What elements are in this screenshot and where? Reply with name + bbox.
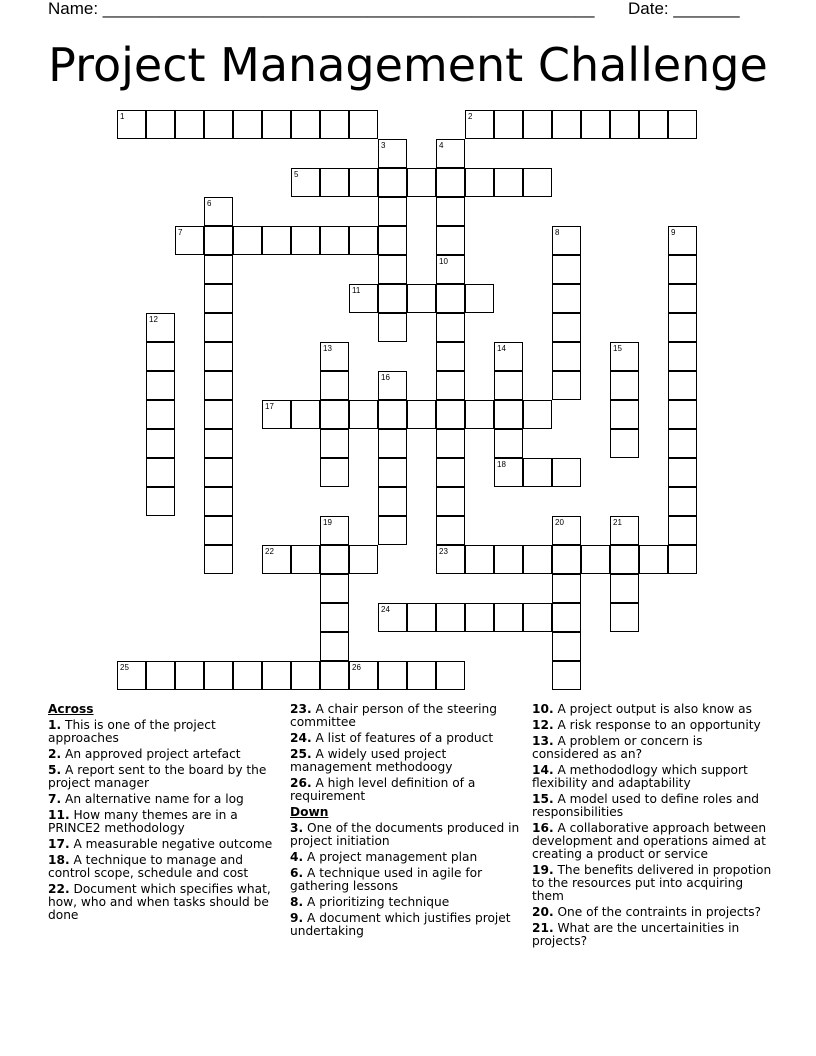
grid-cell[interactable] — [436, 400, 465, 429]
grid-cell[interactable] — [349, 545, 378, 574]
grid-cell[interactable] — [320, 110, 349, 139]
grid-cell[interactable] — [378, 139, 407, 168]
grid-cell[interactable] — [204, 284, 233, 313]
grid-cell[interactable] — [668, 255, 697, 284]
grid-cell[interactable] — [523, 458, 552, 487]
grid-cell[interactable] — [407, 400, 436, 429]
grid-cell[interactable] — [523, 603, 552, 632]
grid-cell[interactable] — [378, 168, 407, 197]
grid-cell[interactable] — [146, 429, 175, 458]
grid-cell[interactable] — [146, 400, 175, 429]
clue-number: 19 — [323, 518, 332, 527]
grid-cell[interactable] — [552, 516, 581, 545]
grid-cell[interactable] — [291, 545, 320, 574]
date-field[interactable]: Date: _______ — [628, 0, 740, 18]
grid-cell[interactable] — [610, 371, 639, 400]
grid-cell[interactable] — [668, 429, 697, 458]
grid-cell[interactable] — [378, 313, 407, 342]
grid-cell[interactable] — [175, 226, 204, 255]
grid-cell[interactable] — [494, 168, 523, 197]
grid-cell[interactable] — [146, 313, 175, 342]
clue-number: 5 — [294, 170, 299, 179]
clue-number: 8 — [555, 228, 560, 237]
clue-number: 3 — [381, 141, 386, 150]
grid-cell[interactable] — [378, 603, 407, 632]
grid-cell[interactable] — [494, 429, 523, 458]
grid-cell[interactable] — [610, 400, 639, 429]
clue-number: 26 — [352, 663, 361, 672]
grid-cell[interactable] — [668, 400, 697, 429]
grid-cell[interactable] — [262, 545, 291, 574]
clue-number: 11 — [352, 286, 361, 295]
grid-cell[interactable] — [465, 400, 494, 429]
clue-number: 12 — [149, 315, 158, 324]
grid-cell[interactable] — [610, 574, 639, 603]
grid-cell[interactable] — [291, 168, 320, 197]
grid-cell[interactable] — [494, 110, 523, 139]
grid-cell[interactable] — [436, 487, 465, 516]
clue-down-21: 21. What are the uncertainities in projects? — [532, 921, 740, 948]
grid-cell[interactable] — [146, 661, 175, 690]
grid-cell[interactable] — [552, 284, 581, 313]
grid-cell[interactable] — [378, 284, 407, 313]
grid-cell[interactable] — [552, 371, 581, 400]
grid-cell[interactable] — [175, 661, 204, 690]
clue-across-1: 1. This is one of the project approaches — [48, 718, 216, 745]
page-title: Project Management Challenge — [48, 38, 768, 92]
grid-cell[interactable] — [668, 110, 697, 139]
grid-cell[interactable] — [436, 371, 465, 400]
clue-down-14: 14. A methododlogy which support flexibility and adaptability — [532, 763, 748, 790]
clue-column-3 — [532, 700, 772, 948]
clue-number: 2 — [468, 112, 473, 121]
grid-cell[interactable] — [407, 168, 436, 197]
grid-cell[interactable] — [204, 429, 233, 458]
clue-number: 21 — [613, 518, 622, 527]
grid-cell[interactable] — [610, 342, 639, 371]
grid-cell[interactable] — [204, 458, 233, 487]
grid-cell[interactable] — [494, 342, 523, 371]
grid-cell[interactable] — [552, 574, 581, 603]
grid-cell[interactable] — [320, 400, 349, 429]
clue-number: 25 — [120, 663, 129, 672]
grid-cell[interactable] — [552, 226, 581, 255]
grid-cell[interactable] — [494, 545, 523, 574]
clue-down-6: 6. A technique used in agile for gathering lessons — [290, 866, 483, 893]
grid-cell[interactable] — [552, 255, 581, 284]
clue-across-5: 5. A report sent to the board by the project manager — [48, 763, 267, 790]
clue-number: 18 — [497, 460, 506, 469]
clue-number: 6 — [207, 199, 212, 208]
grid-cell[interactable] — [465, 110, 494, 139]
clue-down-13: 13. A problem or concern is considered as an? — [532, 734, 703, 761]
grid-cell[interactable] — [378, 226, 407, 255]
grid-cell[interactable] — [523, 400, 552, 429]
grid-cell[interactable] — [349, 226, 378, 255]
grid-cell[interactable] — [146, 110, 175, 139]
grid-cell[interactable] — [523, 168, 552, 197]
clue-across-25: 25. A widely used project management methodoogy — [290, 747, 453, 774]
grid-cell[interactable] — [320, 226, 349, 255]
grid-cell[interactable] — [639, 545, 668, 574]
grid-cell[interactable] — [610, 603, 639, 632]
clue-column-1 — [48, 700, 280, 922]
grid-cell[interactable] — [668, 545, 697, 574]
clue-number: 13 — [323, 344, 332, 353]
grid-cell[interactable] — [204, 545, 233, 574]
clue-number: 4 — [439, 141, 444, 150]
grid-cell[interactable] — [204, 226, 233, 255]
grid-cell[interactable] — [465, 603, 494, 632]
clue-number: 17 — [265, 402, 274, 411]
grid-cell[interactable] — [204, 400, 233, 429]
grid-cell[interactable] — [407, 661, 436, 690]
grid-cell[interactable] — [494, 400, 523, 429]
grid-cell[interactable] — [407, 603, 436, 632]
grid-cell[interactable] — [320, 371, 349, 400]
clue-down-15: 15. A model used to define roles and responsibilities — [532, 792, 760, 819]
grid-cell[interactable] — [552, 632, 581, 661]
grid-cell[interactable] — [320, 661, 349, 690]
grid-cell[interactable] — [320, 574, 349, 603]
clue-number: 7 — [178, 228, 183, 237]
grid-cell[interactable] — [146, 487, 175, 516]
grid-cell[interactable] — [436, 168, 465, 197]
grid-cell[interactable] — [668, 226, 697, 255]
grid-cell[interactable] — [233, 226, 262, 255]
grid-cell[interactable] — [320, 342, 349, 371]
grid-cell[interactable] — [204, 516, 233, 545]
grid-cell[interactable] — [436, 458, 465, 487]
grid-cell[interactable] — [668, 342, 697, 371]
grid-cell[interactable] — [262, 661, 291, 690]
grid-cell[interactable] — [552, 342, 581, 371]
clue-down-9: 9. A document which justifies projet undertaking — [290, 911, 511, 938]
grid-cell[interactable] — [349, 661, 378, 690]
clue-number: 10 — [439, 257, 448, 266]
grid-cell[interactable] — [320, 429, 349, 458]
grid-cell[interactable] — [204, 661, 233, 690]
clue-across-18: 18. A technique to manage and control scope, schedule and cost — [48, 853, 249, 880]
grid-cell[interactable] — [204, 255, 233, 284]
grid-cell[interactable] — [436, 516, 465, 545]
grid-cell[interactable] — [436, 255, 465, 284]
grid-cell[interactable] — [668, 313, 697, 342]
grid-cell[interactable] — [349, 400, 378, 429]
clue-across-22: 22. Document which specifies what, how, who and when tasks should be done — [48, 882, 271, 922]
grid-cell[interactable] — [378, 661, 407, 690]
grid-cell[interactable] — [610, 429, 639, 458]
clue-number: 15 — [613, 344, 622, 353]
grid-cell[interactable] — [610, 110, 639, 139]
grid-cell[interactable] — [204, 342, 233, 371]
grid-cell[interactable] — [117, 661, 146, 690]
grid-cell[interactable] — [291, 400, 320, 429]
name-field[interactable]: Name: ____________________________________________________ — [48, 0, 595, 18]
clue-number: 24 — [381, 605, 390, 614]
grid-cell[interactable] — [465, 284, 494, 313]
grid-cell[interactable] — [436, 313, 465, 342]
grid-cell[interactable] — [494, 458, 523, 487]
clue-number: 16 — [381, 373, 390, 382]
grid-cell[interactable] — [320, 168, 349, 197]
clue-column-2 — [290, 700, 526, 938]
grid-cell[interactable] — [146, 342, 175, 371]
grid-cell[interactable] — [349, 168, 378, 197]
grid-cell[interactable] — [320, 545, 349, 574]
grid-cell[interactable] — [204, 197, 233, 226]
grid-cell[interactable] — [668, 458, 697, 487]
grid-cell[interactable] — [291, 226, 320, 255]
grid-cell[interactable] — [523, 110, 552, 139]
grid-cell[interactable] — [204, 487, 233, 516]
grid-cell[interactable] — [436, 661, 465, 690]
grid-cell[interactable] — [146, 458, 175, 487]
grid-cell[interactable] — [552, 313, 581, 342]
clue-across-7: 7. An alternative name for a log — [48, 792, 244, 806]
grid-cell[interactable] — [291, 110, 320, 139]
grid-cell[interactable] — [436, 545, 465, 574]
grid-cell[interactable] — [668, 487, 697, 516]
grid-cell[interactable] — [494, 371, 523, 400]
grid-cell[interactable] — [436, 429, 465, 458]
grid-cell[interactable] — [233, 110, 262, 139]
grid-cell[interactable] — [175, 110, 204, 139]
clue-across-26: 26. A high level definition of a requirement — [290, 776, 476, 803]
clue-down-10: 10. A project output is also know as — [532, 702, 752, 716]
clue-number: 22 — [265, 547, 274, 556]
grid-cell[interactable] — [581, 545, 610, 574]
grid-cell[interactable] — [552, 603, 581, 632]
grid-cell[interactable] — [552, 110, 581, 139]
grid-cell[interactable] — [378, 458, 407, 487]
grid-cell[interactable] — [436, 342, 465, 371]
grid-cell[interactable] — [552, 661, 581, 690]
grid-cell[interactable] — [349, 284, 378, 313]
grid-cell[interactable] — [262, 400, 291, 429]
clue-down-3: 3. One of the documents produced in project initiation — [290, 821, 520, 848]
clue-across-23: 23. A chair person of the steering committee — [290, 702, 497, 729]
grid-cell[interactable] — [320, 632, 349, 661]
grid-cell[interactable] — [668, 516, 697, 545]
grid-cell[interactable] — [262, 226, 291, 255]
grid-cell[interactable] — [436, 284, 465, 313]
grid-cell[interactable] — [320, 603, 349, 632]
grid-cell[interactable] — [668, 371, 697, 400]
clue-number: 23 — [439, 547, 448, 556]
grid-cell[interactable] — [552, 545, 581, 574]
clue-number: 1 — [120, 112, 125, 121]
grid-cell[interactable] — [204, 371, 233, 400]
grid-cell[interactable] — [291, 661, 320, 690]
grid-cell[interactable] — [146, 371, 175, 400]
grid-cell[interactable] — [378, 371, 407, 400]
grid-cell[interactable] — [378, 400, 407, 429]
grid-cell[interactable] — [610, 545, 639, 574]
clue-down-16: 16. A collaborative approach between development and operations aimed at creating a product or service — [532, 821, 767, 861]
grid-cell[interactable] — [436, 603, 465, 632]
grid-cell[interactable] — [407, 284, 436, 313]
grid-cell[interactable] — [262, 110, 291, 139]
clue-number: 14 — [497, 344, 506, 353]
down-heading: Down — [290, 805, 329, 819]
grid-cell[interactable] — [349, 110, 378, 139]
grid-cell[interactable] — [552, 458, 581, 487]
grid-cell[interactable] — [436, 226, 465, 255]
grid-cell[interactable] — [378, 255, 407, 284]
grid-cell[interactable] — [639, 110, 668, 139]
grid-cell[interactable] — [668, 284, 697, 313]
clue-across-2: 2. An approved project artefact — [48, 747, 241, 761]
grid-cell[interactable] — [378, 487, 407, 516]
grid-cell[interactable] — [465, 168, 494, 197]
grid-cell[interactable] — [581, 110, 610, 139]
clue-down-8: 8. A prioritizing technique — [290, 895, 450, 909]
grid-cell[interactable] — [494, 603, 523, 632]
clue-down-20: 20. One of the contraints in projects? — [532, 905, 762, 919]
clue-across-11: 11. How many themes are in a PRINCE2 methodology — [48, 808, 238, 835]
grid-cell[interactable] — [436, 139, 465, 168]
grid-cell[interactable] — [117, 110, 146, 139]
clue-number: 20 — [555, 518, 564, 527]
grid-cell[interactable] — [436, 197, 465, 226]
clue-across-24: 24. A list of features of a product — [290, 731, 494, 745]
clue-down-19: 19. The benefits delivered in propotion to the resources put into acquiring them — [532, 863, 772, 903]
grid-cell[interactable] — [465, 545, 494, 574]
grid-cell[interactable] — [523, 545, 552, 574]
clue-down-12: 12. A risk response to an opportunity — [532, 718, 761, 732]
grid-cell[interactable] — [378, 516, 407, 545]
grid-cell[interactable] — [378, 197, 407, 226]
grid-cell[interactable] — [378, 429, 407, 458]
across-heading: Across — [48, 702, 94, 716]
grid-cell[interactable] — [320, 516, 349, 545]
grid-cell[interactable] — [204, 313, 233, 342]
grid-cell[interactable] — [320, 458, 349, 487]
grid-cell[interactable] — [610, 516, 639, 545]
clue-across-17: 17. A measurable negative outcome — [48, 837, 273, 851]
grid-cell[interactable] — [204, 110, 233, 139]
grid-cell[interactable] — [233, 661, 262, 690]
clue-down-4: 4. A project management plan — [290, 850, 478, 864]
clue-number: 9 — [671, 228, 676, 237]
